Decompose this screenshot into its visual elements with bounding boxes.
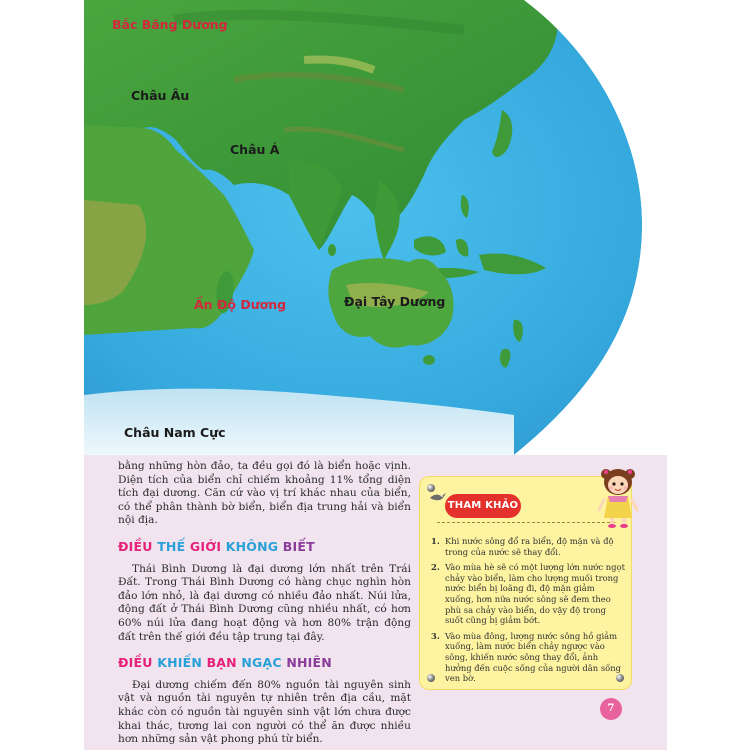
item-number: 3. <box>431 630 440 641</box>
section2-paragraph: Đại dương chiếm đến 80% nguồn tài nguyên sinh vật và nguồn tài nguyên tự nhiên trên địa cầu, mặt khác còn có nguồn tài nguyên sinh vật lớn chưa được khai thác, tương lai con người có thể ăn được nhiều hơn những sản vật phong phú từ biển. <box>118 678 411 746</box>
heading-word: BIẾT <box>282 538 315 554</box>
section-heading-world-unknown <box>118 540 411 554</box>
map-illustration <box>84 0 667 455</box>
map-label-an-do-duong: Ấn Độ Dương <box>194 297 287 312</box>
map-label-bac-bang-duong: Bắc Băng Dương <box>112 17 228 32</box>
intro-paragraph: bằng những hòn đảo, ta đều gọi đó là biển hoặc vịnh. Diện tích của biển chỉ chiếm khoảng 11% tổng diện tích đại dương. Căn cứ vào vị trí khác nhau của biển, có thể phân thành bờ biển, biển địa trung hải và biển nội địa. <box>118 460 411 527</box>
map-label-chau-a: Châu Á <box>230 142 280 157</box>
item-number: 1. <box>431 536 440 546</box>
heading-word: ĐIỀU <box>118 655 153 671</box>
heading-word: KHIẾN <box>157 655 202 671</box>
item-text: Vào mùa hè sẽ có một lượng lớn nước ngọt chảy vào biển, làm cho lượng muối trong nước biển bị loãng đi, độ mặn giảm xuống, hơn nữa nước sông sẽ đem theo phù sa chảy vào biển, do vậy độ trong suốt cũng bị giảm bớt. <box>445 562 625 626</box>
item-text: Khi nước sông đổ ra biển, độ mặn và độ trong của nước sẽ thay đổi. <box>445 536 614 557</box>
bird-icon <box>429 490 447 504</box>
rivet-icon <box>616 674 624 682</box>
map-label-chau-nam-cuc: Châu Nam Cực <box>124 425 226 440</box>
list-item <box>427 631 625 684</box>
list-item <box>427 536 625 557</box>
heading-word: KHÔNG <box>225 538 279 554</box>
page-number: 7 <box>600 698 622 720</box>
map-label-chau-au: Châu Âu <box>131 88 190 103</box>
reference-badge: THAM KHẢO <box>445 494 521 518</box>
book-page <box>84 0 667 750</box>
item-text: Vào mùa đông, lượng nước sông hồ giảm xuống, làm nước biển chảy ngược vào sông, khiến nước sông thay đổi, ảnh hưởng đến cuộc sống của người dân sống ven bờ. <box>445 630 621 684</box>
dashed-divider <box>437 522 615 523</box>
section-heading-surprising <box>118 656 411 670</box>
heading-word: ĐIỀU <box>118 538 153 554</box>
heading-word: NGẠC <box>241 655 282 671</box>
world-map <box>84 0 667 455</box>
text-column <box>118 460 411 747</box>
girl-character-icon <box>596 466 640 528</box>
heading-word: BẠN <box>206 655 237 671</box>
heading-word: THẾ <box>157 538 186 554</box>
rivet-icon <box>427 674 435 682</box>
reference-list <box>427 536 625 689</box>
heading-word: NHIÊN <box>286 655 332 671</box>
heading-word: GIỚI <box>189 538 222 554</box>
list-item <box>427 562 625 626</box>
section1-paragraph: Thái Bình Dương là đại dương lớn nhất trên Trái Đất. Trong Thái Bình Dương có hàng chục nghìn hòn đảo lớn nhỏ, là đại dương có nhiều đảo nhất. Núi lửa, động đất ở Thái Bình Dương cũng nhiều nhất, có hơn 60% núi lửa đang hoạt động và hơn 80% trận động đất trên thế giới đều tập trung tại đây. <box>118 562 411 643</box>
item-number: 2. <box>431 562 440 573</box>
map-label-dai-tay-duong: Đại Tây Dương <box>344 294 446 309</box>
